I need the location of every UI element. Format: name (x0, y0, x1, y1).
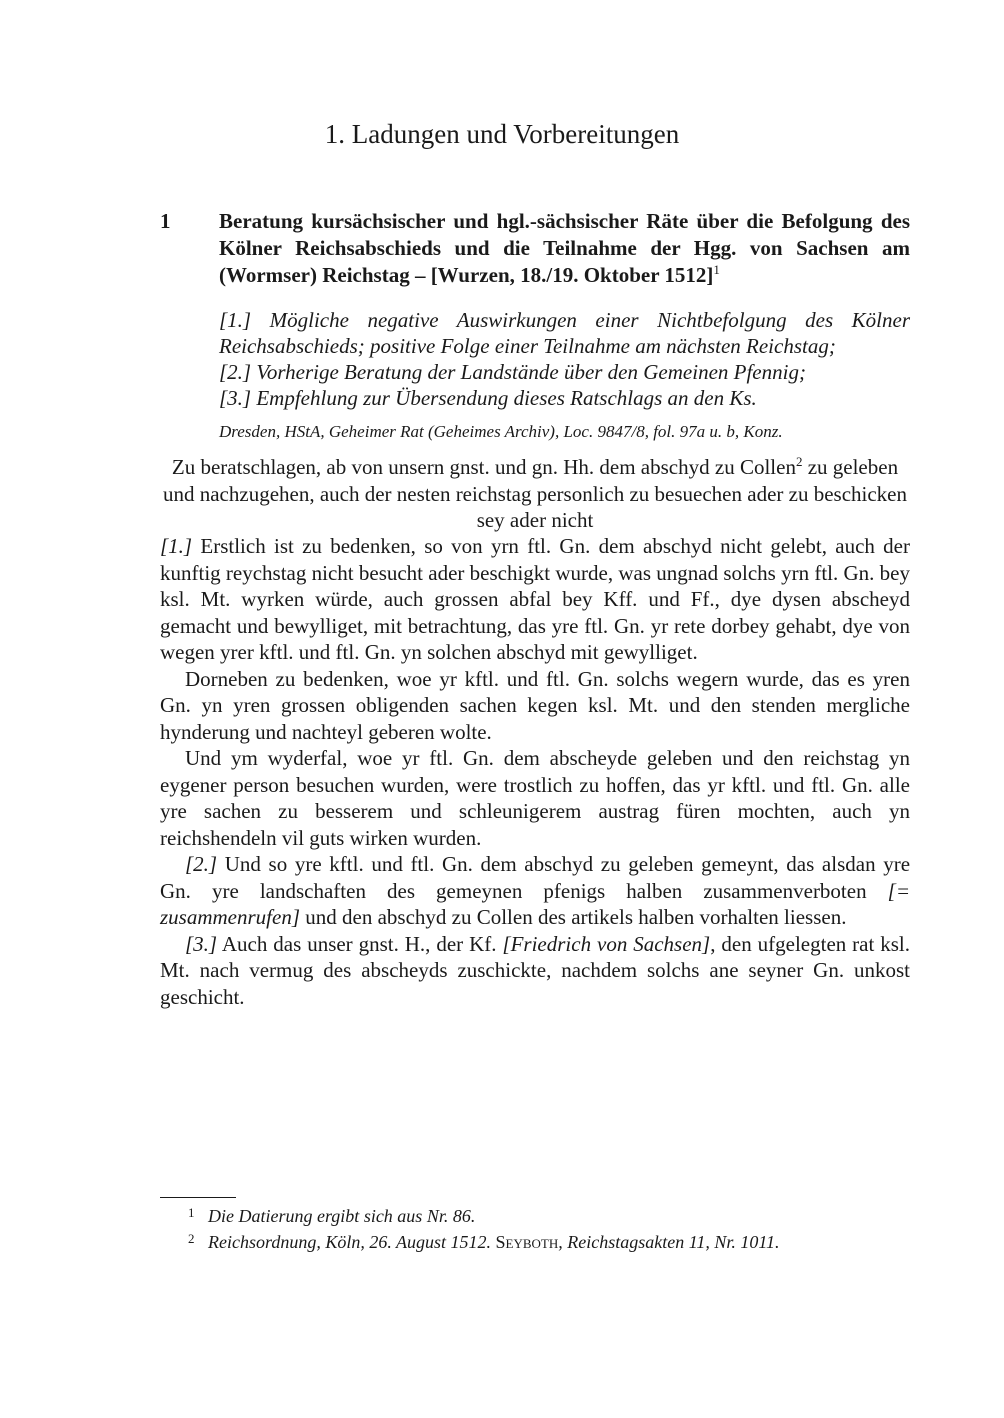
incipit-text-continued: zu geleben und nachzugehen, auch der nesten reichstag personlich zu besuechen ader zu beschicken sey ader nicht (162, 455, 907, 532)
source-citation: Dresden, HStA, Geheimer Rat (Geheimes Archiv), Loc. 9847/8, fol. 97a u. b, Konz. (219, 422, 783, 441)
paragraph-5-text-b: , den ufgelegten rat ksl. Mt. nach vermug des abscheyds zuschickte, nachdem solchs ane seyner Gn. unkost geschicht. (160, 931, 911, 1009)
footnote-ref-2[interactable]: 2 (795, 454, 803, 469)
paragraph-4 (160, 851, 910, 931)
paragraph-5-text-a: Auch das unser gnst. H., der Kf. (221, 931, 497, 956)
footnote-2 (160, 1229, 910, 1255)
incipit-heading (160, 454, 910, 534)
footnotes (160, 1203, 910, 1255)
paragraph-1-text: Erstlich ist zu bedenken, so von yrn ftl. Gn. dem abschyd nicht gelebt, auch der kunftig reychstag nicht besucht ader beschigkt wurde, was ungnad solchs yrn ftl. Gn. bey ksl. Mt. wyrken würde, auch grossen abfal bey Kff. und Ff., dye dysen abscheyd gemacht und bewylliget, mit betrachtung, das yre ftl. Gn. yr rete dorbey gehabt, dye von wegen yrer kftl. und ftl. Gn. yn solchen abschyd mit gewylliget. (160, 534, 910, 664)
section-marker-2: [2.] (185, 852, 218, 876)
footnote-text: Die Datierung ergibt sich aus Nr. 86. (208, 1206, 476, 1226)
regest-summary (219, 307, 910, 411)
footnote-text (208, 1232, 780, 1252)
document-number: 1 (160, 209, 171, 233)
paragraph-4-text-a: Und so yre kftl. und ftl. Gn. dem abschyd zu geleben gemeynt, das alsdan yre Gn. yre landschaften des gemeynen pfenigs halben zusammenverboten (160, 852, 911, 903)
footnote-number: 2 (188, 1231, 195, 1246)
editorial-gloss: [= zusammenrufen] (160, 878, 910, 929)
footnote-author: Seyboth (495, 1232, 559, 1252)
document-title-text: Beratung kursächsischer und hgl.-sächsischer Räte über die Befolgung des Kölner Reichsabschieds und die Teilnahme der Hgg. von Sachsen am (Wormser) Reichstag – [Wurzen, 18./19. Oktober 1512] (219, 209, 910, 287)
chapter-heading: 1. Ladungen und Vorbereitungen (324, 119, 680, 149)
paragraph-4-text-b: und den abschyd zu Collen des artikels halben vorhalten liessen. (305, 905, 847, 929)
body-text (160, 533, 910, 1010)
regest-item-2: [2.] Vorherige Beratung der Landstände über den Gemeinen Pfennig; (219, 360, 806, 384)
section-marker-3: [3.] (185, 931, 218, 956)
footnote-divider (160, 1197, 236, 1198)
footnote-number: 1 (188, 1205, 195, 1220)
paragraph-2 (160, 666, 910, 746)
footnote-1 (160, 1203, 910, 1229)
footnote-ref-1[interactable]: 1 (713, 262, 720, 277)
paragraph-2-text: Dorneben zu bedenken, woe yr kftl. und ftl. Gn. solchs wegern wurde, das es yren Gn. yn yren grossen obligenden sachen kegen ksl. Mt. und den stenden mergliche hynderung und nachteyl geberen wolte. (160, 666, 910, 744)
section-marker-1: [1.] (160, 534, 193, 558)
editorial-gloss: [Friedrich von Sachsen] (502, 931, 711, 956)
paragraph-1 (160, 533, 910, 666)
regest-item-1: [1.] Mögliche negative Auswirkungen einer Nichtbefolgung des Kölner Reichsabschieds; positive Folge einer Teilnahme am nächsten Reichstag; (219, 308, 910, 358)
footnote-text-b: , Reichstagsakten 11, Nr. 1011. (558, 1232, 780, 1252)
paragraph-3-text: Und ym wyderfal, woe yr ftl. Gn. dem abscheyde geleben und den reichstag yn eygener person besuchen wurden, were trostlich zu hoffen, das yr kftl. und ftl. Gn. alle yre sachen zu besserem und schleunigerem austrag füren mochten, auch yn reichshendeln vil guts wirken wurden. (160, 746, 910, 850)
incipit-text: Zu beratschlagen, ab von unsern gnst. und gn. Hh. dem abschyd zu Collen (171, 455, 796, 479)
footnote-text-a: Reichsordnung, Köln, 26. August 1512. (208, 1232, 491, 1252)
paragraph-5 (160, 931, 910, 1011)
paragraph-3 (160, 745, 910, 851)
regest-item-3: [3.] Empfehlung zur Übersendung dieses Ratschlags an den Ks. (219, 386, 757, 410)
document-title (219, 208, 910, 289)
